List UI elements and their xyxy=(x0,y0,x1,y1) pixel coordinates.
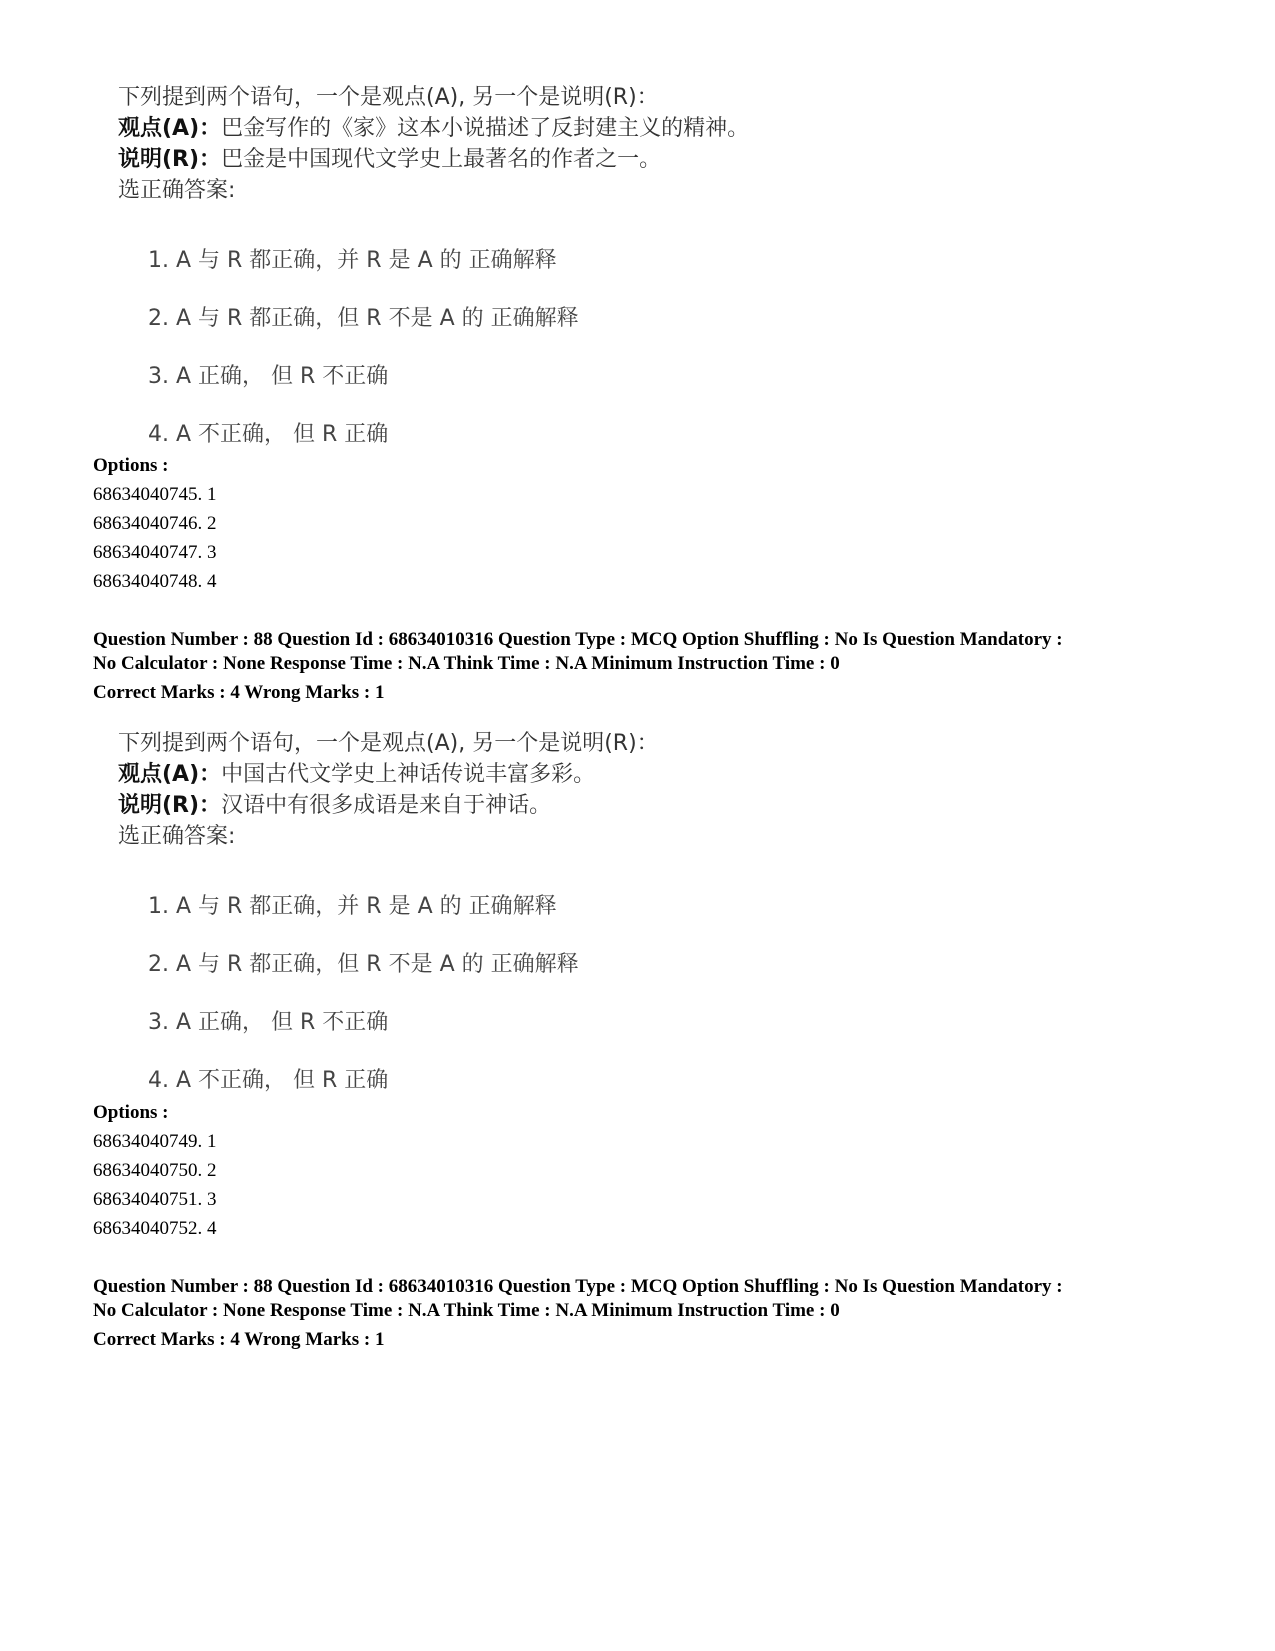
choice-item: 1. A 与 R 都正确，并 R 是 A 的 正确解释 xyxy=(148,248,557,273)
assertion-text: 巴金写作的《家》这本小说描述了反封建主义的精神。 xyxy=(221,116,750,141)
assertion-line xyxy=(118,759,659,790)
choice-list xyxy=(118,878,659,1110)
option-item: 68634040750. 2 xyxy=(93,1160,217,1181)
options-block xyxy=(93,1098,217,1243)
option-item: 68634040746. 2 xyxy=(93,513,217,534)
marks-line: Correct Marks : 4 Wrong Marks : 1 xyxy=(93,682,385,703)
reason-line xyxy=(118,144,749,175)
meta-line: No Calculator : None Response Time : N.A Think Time : N.A Minimum Instruction Time : 0 xyxy=(93,653,840,674)
option-item: 68634040745. 1 xyxy=(93,484,217,505)
question-prompt: 选正确答案: xyxy=(118,178,236,203)
reason-text: 汉语中有很多成语是来自于神话。 xyxy=(221,793,552,818)
option-item: 68634040749. 1 xyxy=(93,1131,217,1152)
choice-item: 3. A 正确， 但 R 不正确 xyxy=(148,364,389,389)
question-meta xyxy=(93,628,1203,705)
choice-item: 4. A 不正确， 但 R 正确 xyxy=(148,1068,389,1093)
question-meta xyxy=(93,1275,1203,1352)
options-block xyxy=(93,451,217,596)
reason-label: 说明(R)： xyxy=(118,793,222,818)
options-title: Options : xyxy=(93,455,169,476)
option-item: 68634040747. 3 xyxy=(93,542,217,563)
choice-item: 2. A 与 R 都正确，但 R 不是 A 的 正确解释 xyxy=(148,952,579,977)
reason-line xyxy=(118,790,659,821)
reason-text: 巴金是中国现代文学史上最著名的作者之一。 xyxy=(221,147,662,172)
option-item: 68634040752. 4 xyxy=(93,1218,217,1239)
options-title: Options : xyxy=(93,1102,169,1123)
question-image xyxy=(118,82,749,464)
meta-line: Question Number : 88 Question Id : 68634010316 Question Type : MCQ Option Shuffling : No Is Question Mandatory : xyxy=(93,629,1063,650)
choice-item: 4. A 不正确， 但 R 正确 xyxy=(148,422,389,447)
option-item: 68634040748. 4 xyxy=(93,571,217,592)
marks-line: Correct Marks : 4 Wrong Marks : 1 xyxy=(93,1329,385,1350)
option-item: 68634040751. 3 xyxy=(93,1189,217,1210)
choice-list xyxy=(118,232,749,464)
reason-label: 说明(R)： xyxy=(118,147,222,172)
choice-item: 2. A 与 R 都正确，但 R 不是 A 的 正确解释 xyxy=(148,306,579,331)
assertion-label: 观点(A)： xyxy=(118,116,222,141)
meta-line: Question Number : 88 Question Id : 68634010316 Question Type : MCQ Option Shuffling : No Is Question Mandatory : xyxy=(93,1276,1063,1297)
choice-item: 1. A 与 R 都正确，并 R 是 A 的 正确解释 xyxy=(148,894,557,919)
question-intro: 下列提到两个语句，一个是观点(A), 另一个是说明(R)： xyxy=(118,85,659,110)
assertion-line xyxy=(118,113,749,144)
question-intro: 下列提到两个语句，一个是观点(A), 另一个是说明(R)： xyxy=(118,731,659,756)
choice-item: 3. A 正确， 但 R 不正确 xyxy=(148,1010,389,1035)
assertion-label: 观点(A)： xyxy=(118,762,222,787)
question-prompt: 选正确答案: xyxy=(118,824,236,849)
question-image xyxy=(118,728,659,1110)
meta-line: No Calculator : None Response Time : N.A Think Time : N.A Minimum Instruction Time : 0 xyxy=(93,1300,840,1321)
assertion-text: 中国古代文学史上神话传说丰富多彩。 xyxy=(221,762,596,787)
